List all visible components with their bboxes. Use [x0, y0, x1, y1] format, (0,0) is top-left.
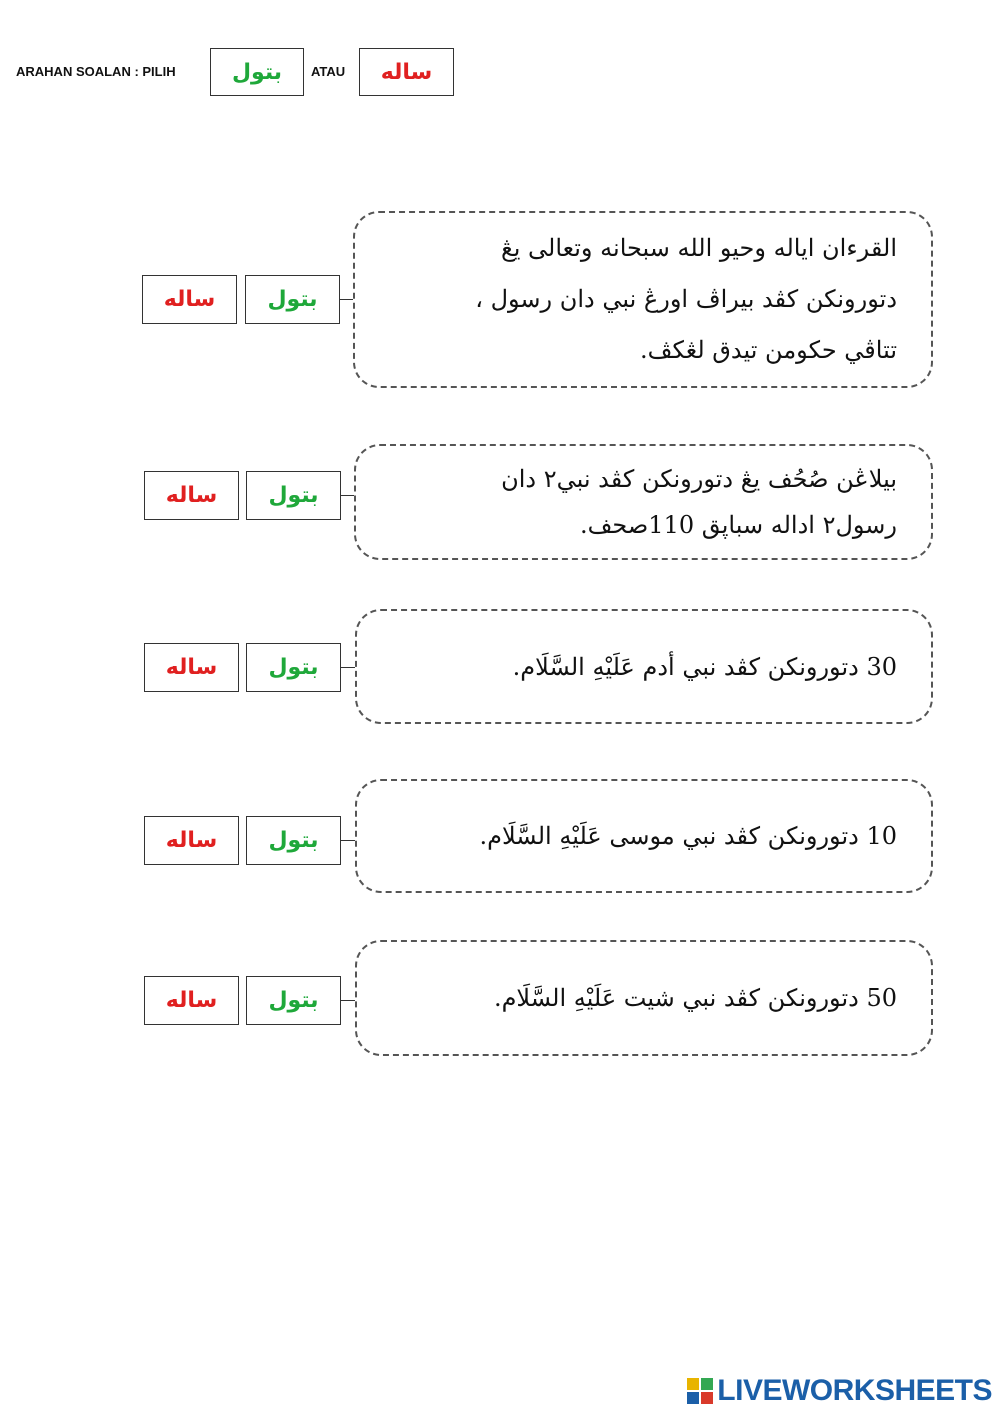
q4-statement: 10 دتورونكن كڤد نبي موسى عَلَيْهِ السَّلَام.: [479, 822, 897, 850]
q1-true-button[interactable]: بتول: [245, 275, 340, 324]
logo-icon: [687, 1378, 713, 1404]
q3-statement-box: [355, 609, 933, 724]
q2-line: رسول٢ اداله سباپق 110صحف.: [579, 511, 897, 539]
q3-connector: [340, 667, 356, 668]
liveworksheets-logo: [687, 1374, 992, 1408]
q1-line: دتورونكن كڤد بيراڤ اورڠ نبي دان رسول ،: [475, 285, 897, 313]
q1-line: القرءان اياله وحيو الله سبحانه وتعالى يڠ: [500, 234, 897, 262]
q5-statement-box: [355, 940, 933, 1056]
q3-false-button[interactable]: ساله: [144, 643, 239, 692]
q1-statement-box: [353, 211, 933, 388]
header-false-box: ساله: [359, 48, 454, 96]
q2-line: بيلاڠن صُحُف يڠ دتورونكن كڤد نبي٢ دان: [501, 465, 897, 493]
q5-statement: 50 دتورونكن كڤد نبي شيت عَلَيْهِ السَّلَام.: [493, 984, 897, 1012]
instruction-label: ARAHAN SOALAN : PILIH: [16, 64, 176, 79]
brand-name: LIVEWORKSHEETS: [717, 1374, 992, 1407]
q4-connector: [340, 840, 356, 841]
q5-true-button[interactable]: بتول: [246, 976, 341, 1025]
q2-false-button[interactable]: ساله: [144, 471, 239, 520]
q2-statement: [501, 456, 897, 548]
q5-connector: [340, 1000, 356, 1001]
q4-false-button[interactable]: ساله: [144, 816, 239, 865]
q3-true-button[interactable]: بتول: [246, 643, 341, 692]
q1-statement: [475, 223, 897, 376]
q2-statement-box: [354, 444, 933, 560]
q4-true-button[interactable]: بتول: [246, 816, 341, 865]
q1-false-button[interactable]: ساله: [142, 275, 237, 324]
q5-false-button[interactable]: ساله: [144, 976, 239, 1025]
q3-statement: 30 دتورونكن كڤد نبي أدم عَلَيْهِ السَّلَام.: [512, 652, 897, 681]
q2-true-button[interactable]: بتول: [246, 471, 341, 520]
q1-line: تتاڤي حكومن تيدق لڠكڤ.: [640, 336, 897, 364]
q4-statement-box: [355, 779, 933, 893]
header-true-box: بتول: [210, 48, 304, 96]
or-label: ATAU: [311, 64, 346, 79]
